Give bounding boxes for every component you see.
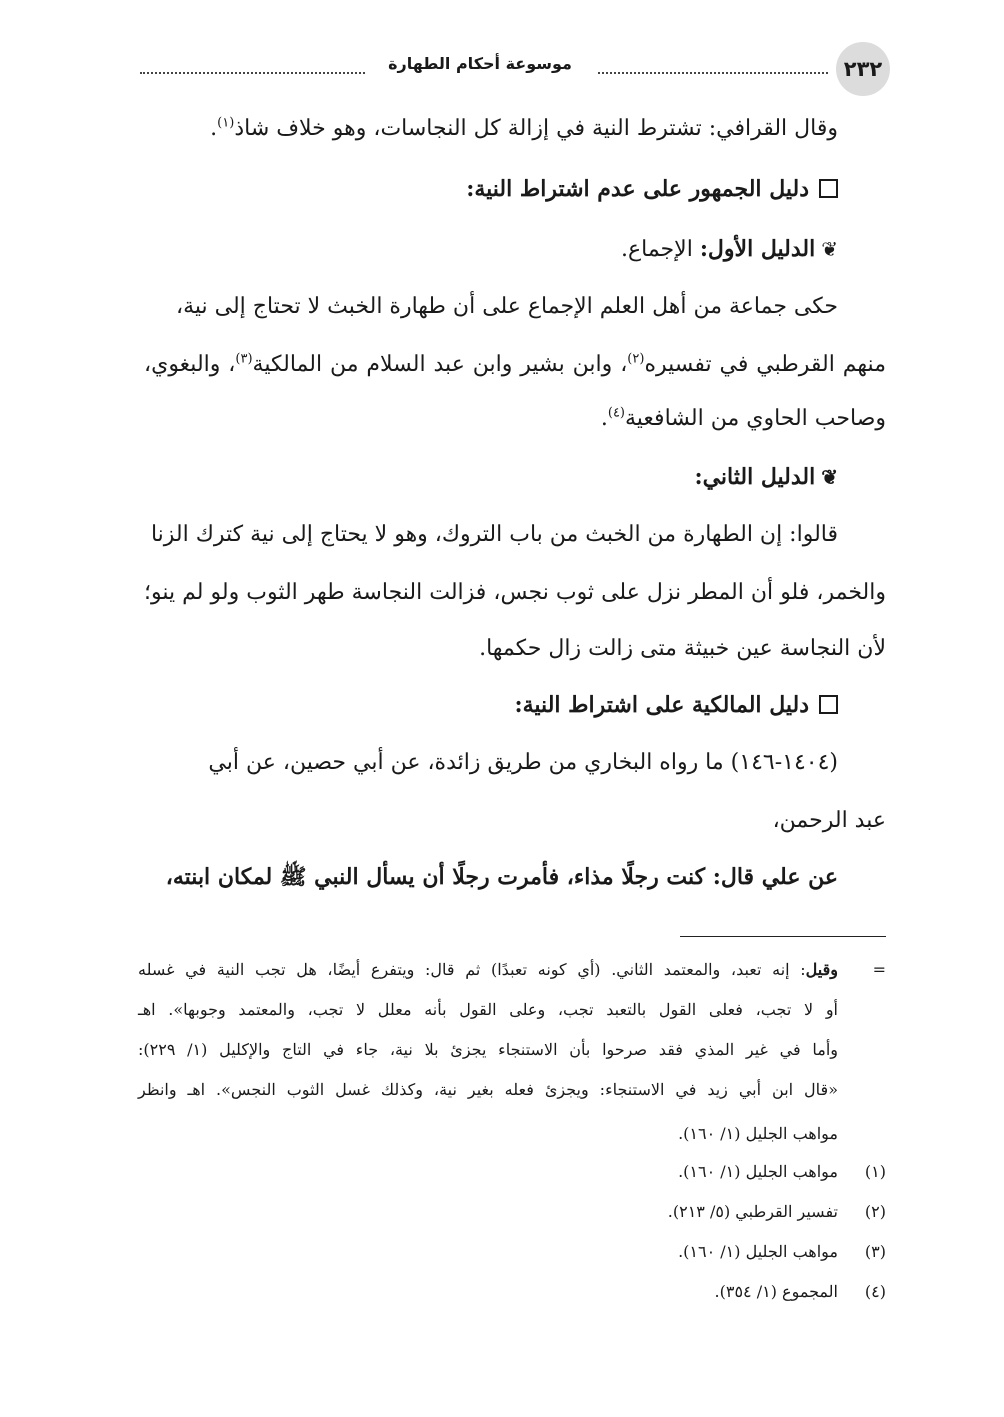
leaf-ornament-icon: ❦ (821, 237, 838, 261)
footnote-text: تفسير القرطبي (٥/ ٢١٣). (667, 1202, 838, 1221)
paragraph-consensus-line-2: منهم القرطبي في تفسيره$^{(٢)}$، وابن بشير وابن عبد السلام من المالكية$^{(٣)}$، والبغوي، (144, 351, 886, 377)
evidence-heading-first: ❦الدليل الأول: الإجماع. (621, 236, 838, 262)
section-heading-majority-evidence: دليل الجمهور على عدم اشتراط النية: (138, 174, 838, 204)
footnote-continued-line-3: وأما في غير المذي فقد صرحوا بأن الاستنجاء يجزئ بلا نية، جاء في التاج والإكليل (١/ ٢٢٩): (138, 1040, 838, 1059)
hadith-text-line: عن علي قال: كنت رجلًا مذاء، فأمرت رجلًا أن يسأل النبي ﷺ لمكان ابنته، (165, 864, 838, 890)
paragraph-consensus-line-3: وصاحب الحاوي من الشافعية$^{(٤)}$. (600, 405, 886, 431)
footnote-ref-3[interactable]: (٣) (235, 351, 253, 367)
footnote-number: (٢) (864, 1202, 886, 1221)
footnote-separator (680, 936, 886, 937)
footnote-number: (٣) (864, 1242, 886, 1261)
square-bullet-icon (819, 695, 838, 714)
evidence-heading-second: ❦الدليل الثاني: (694, 464, 838, 490)
square-bullet-icon (819, 179, 838, 198)
footnote-ref-2[interactable]: (٢) (627, 351, 645, 367)
footnote-continued-line-1: وقيل: إنه تعبد، والمعتمد الثاني. (أي كونه تعبدًا) ثم قال: ويتفرع أيضًا، هل تجب النية في غسله (138, 960, 838, 979)
hadith-chain-line-1: (١٤٠٤-١٤٦) ما رواه البخاري من طريق زائدة، عن أبي حصين، عن أبي (208, 750, 838, 775)
running-header (140, 42, 890, 96)
page-number-badge: ٢٣٢ (836, 42, 890, 96)
running-title: موسوعة أحكام الطهارة (388, 54, 572, 73)
section-heading-maliki-evidence: دليل المالكية على اشتراط النية: (138, 690, 838, 720)
footnote-text: مواهب الجليل (١/ ١٦٠). (678, 1242, 838, 1261)
footnote-continued-line-4: «قال ابن أبي زيد في الاستنجاء: ويجزئ فعله بغير نية، وكذلك غسل الثوب النجس». اهـ وانظر (138, 1080, 838, 1099)
header-leader-dots-left (140, 72, 365, 74)
paragraph-abstention-line-1: قالوا: إن الطهارة من الخبث من باب التروك، وهو لا يحتاج إلى نية كترك الزنا (150, 522, 838, 547)
paragraph-abstention-line-2: والخمر، فلو أن المطر نزل على ثوب نجس، فزالت النجاسة طهر الثوب ولو لم ينو؛ (144, 580, 886, 605)
footnote-continuation-marker: = (872, 960, 886, 979)
header-leader-dots-right (598, 72, 828, 74)
leaf-ornament-icon: ❦ (821, 465, 838, 489)
text-line-qarafi: وقال القرافي: تشترط النية في إزالة كل النجاسات، وهو خلاف شاذ$^{(١)}$. (210, 115, 838, 141)
paragraph-abstention-line-3: لأن النجاسة عين خبيثة متى زالت زال حكمها. (479, 636, 886, 661)
footnote-number: (٤) (864, 1282, 886, 1301)
footnote-text: مواهب الجليل (١/ ١٦٠). (678, 1162, 838, 1181)
paragraph-consensus-line-1: حكى جماعة من أهل العلم الإجماع على أن طهارة الخبث لا تحتاج إلى نية، (175, 294, 838, 319)
footnote-number: (١) (864, 1162, 886, 1181)
footnote-continued-line-2: أو لا تجب، فعلى القول بالتعبد تجب، وعلى القول بأنه معلل لا تجب، والمعتمد وجوبها». اهـ (138, 1000, 838, 1019)
footnote-ref-1[interactable]: (١) (217, 115, 235, 131)
hadith-chain-line-2: عبد الرحمن، (772, 808, 886, 833)
footnote-continued-line-5: مواهب الجليل (١/ ١٦٠). (678, 1124, 838, 1143)
footnote-ref-4[interactable]: (٤) (607, 405, 625, 421)
footnote-text: المجموع (١/ ٣٥٤). (714, 1282, 838, 1301)
